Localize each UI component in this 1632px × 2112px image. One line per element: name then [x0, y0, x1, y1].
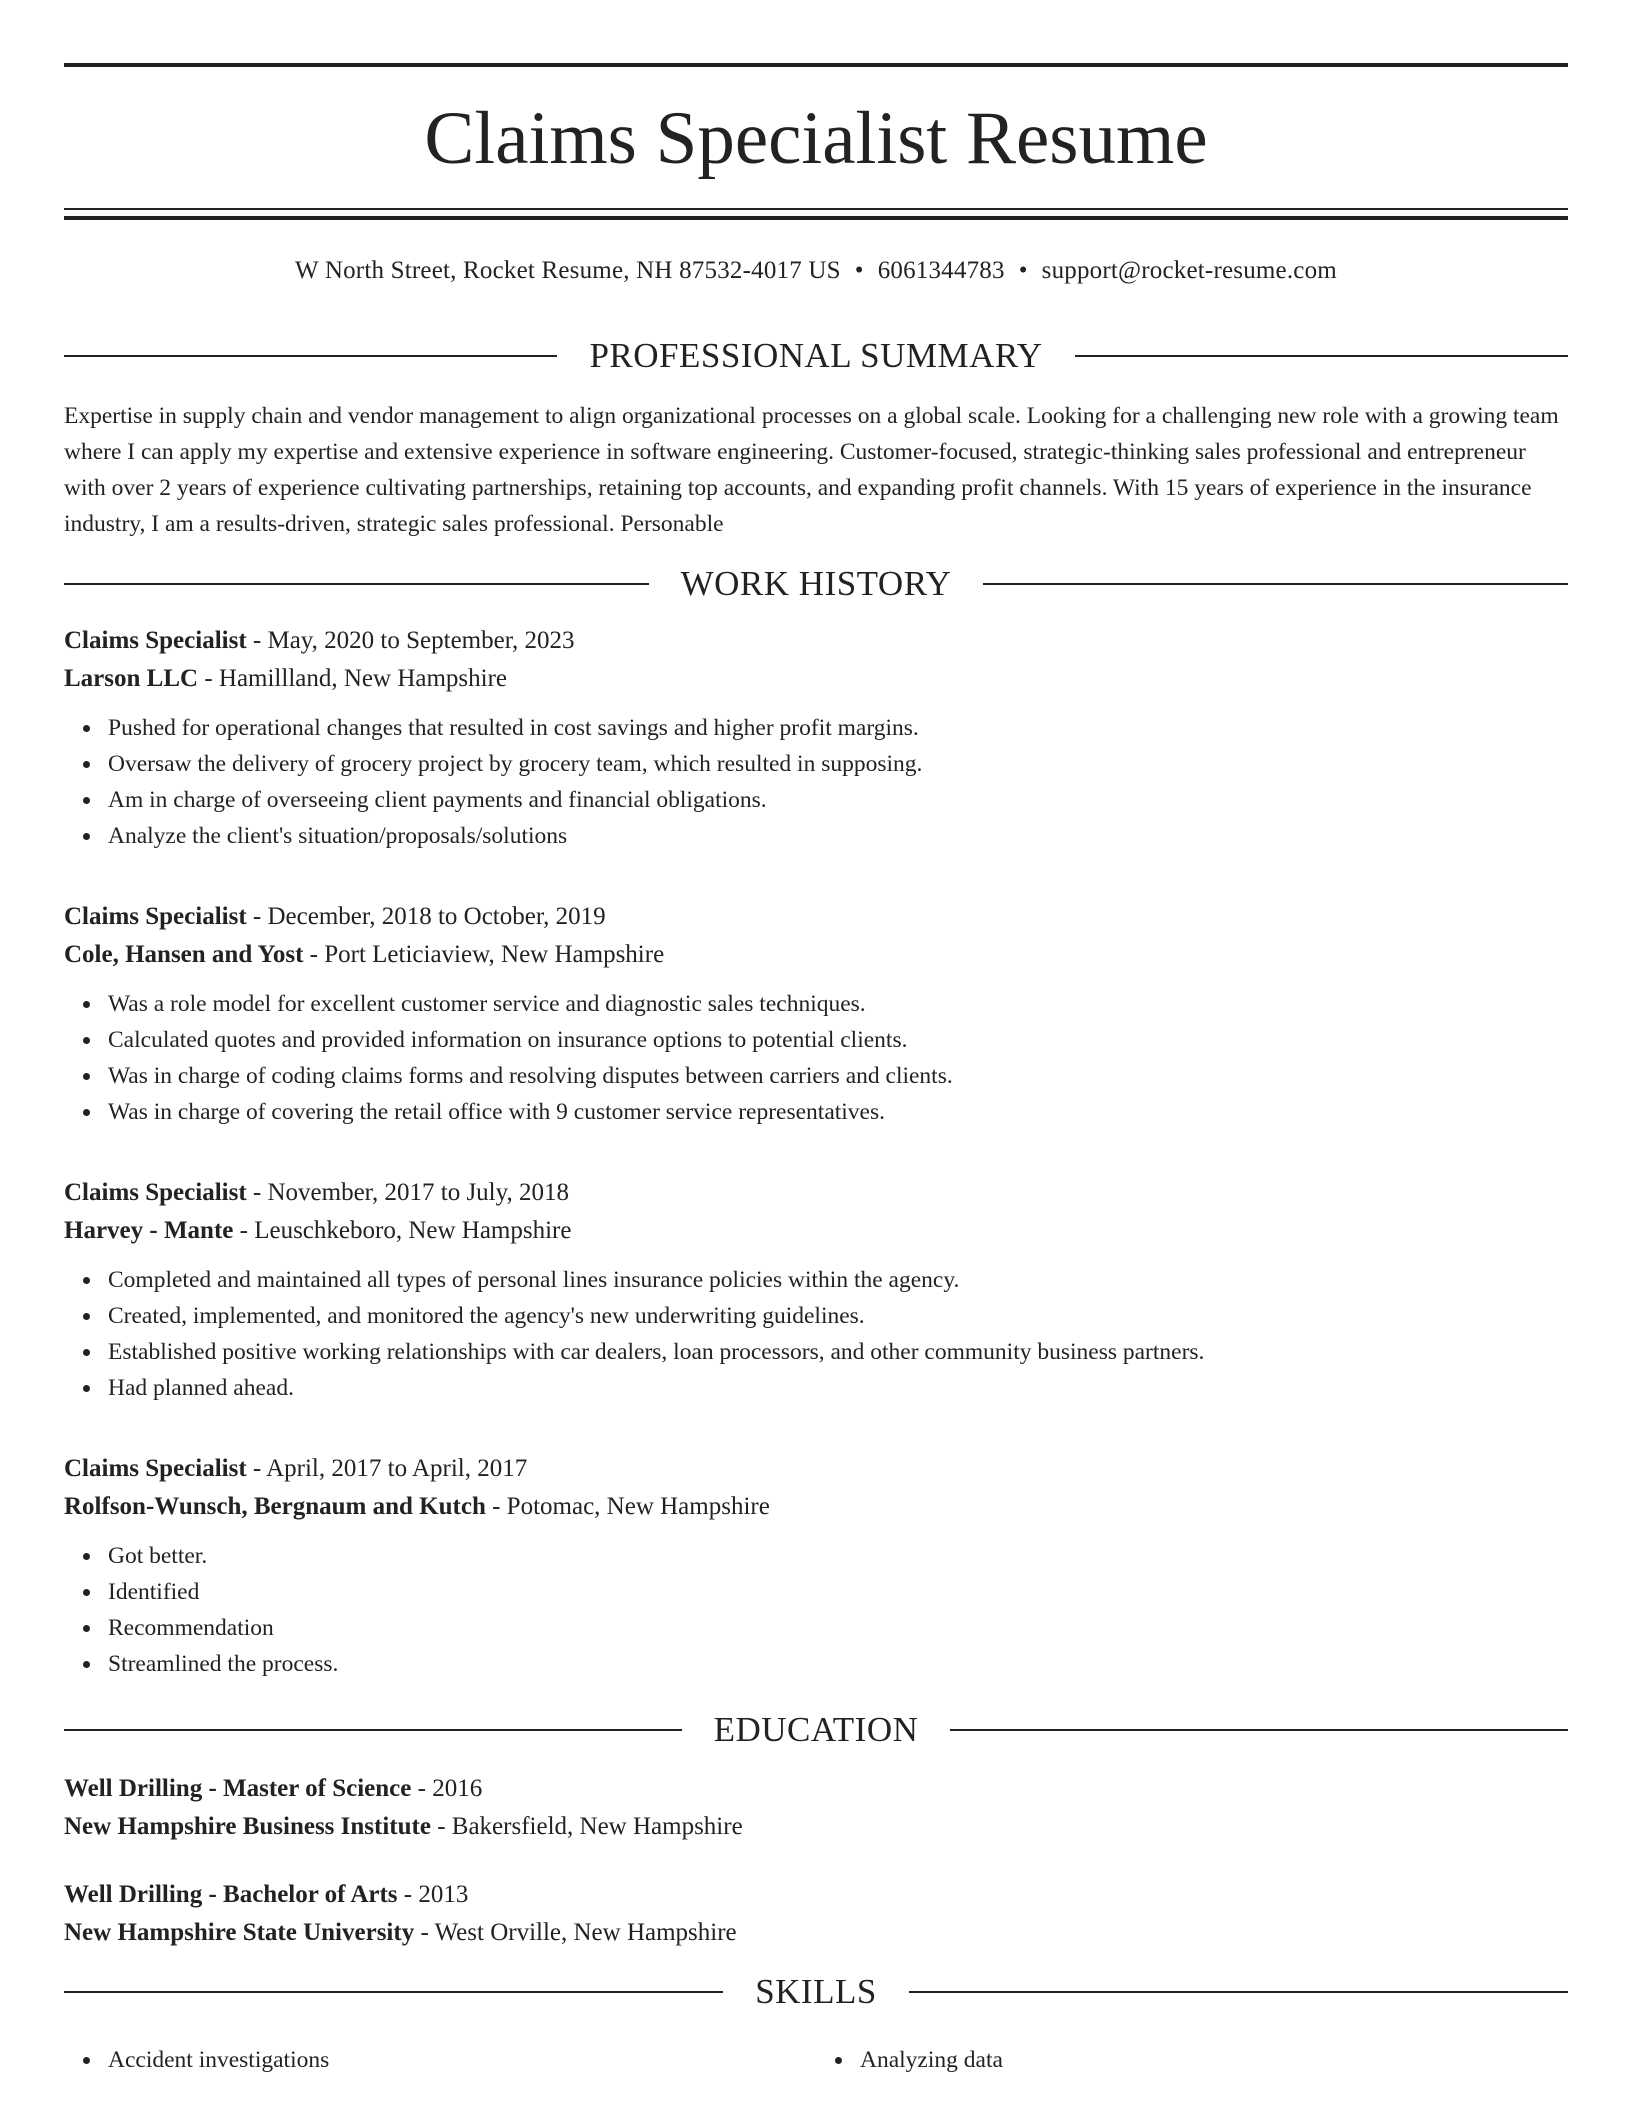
list-item: Recommendation	[108, 1610, 1568, 1646]
job-entry	[64, 622, 1568, 854]
job-bullets	[64, 710, 1568, 854]
contact-separator: •	[854, 257, 864, 284]
header-bottom-rule	[64, 208, 1568, 210]
job-dates: - November, 2017 to July, 2018	[246, 1179, 569, 1206]
list-item: Got better.	[108, 1538, 1568, 1574]
heading-rule-right	[909, 1991, 1568, 1993]
list-item: Streamlined the process.	[108, 1646, 1568, 1682]
resume-content	[64, 330, 1568, 2078]
heading-rule-left	[64, 1991, 723, 1993]
skills-column-right	[816, 2042, 1568, 2078]
list-item: Was a role model for excellent customer service and diagnostic sales techniques.	[108, 986, 1568, 1022]
edu-degree: Well Drilling - Master of Science	[64, 1775, 412, 1802]
section-title: EDUCATION	[713, 1710, 919, 1749]
job-company: Harvey - Mante	[64, 1217, 234, 1244]
job-dates: - December, 2018 to October, 2019	[246, 903, 606, 930]
section-title: SKILLS	[755, 1972, 877, 2011]
heading-rule-right	[950, 1729, 1568, 1731]
heading-rule-left	[64, 355, 557, 357]
edu-degree: Well Drilling - Bachelor of Arts	[64, 1881, 398, 1908]
job-entry	[64, 898, 1568, 1130]
contact-address: W North Street, Rocket Resume, NH 87532-4017 US	[295, 257, 841, 284]
list-item: Established positive working relationships with car dealers, loan processors, and other community business partners.	[108, 1334, 1568, 1370]
job-location: - Potomac, New Hampshire	[485, 1493, 770, 1520]
list-item: Analyze the client's situation/proposals/solutions	[108, 818, 1568, 854]
section-heading-skills	[64, 1966, 1568, 2018]
job-company: Larson LLC	[64, 665, 199, 692]
job-entry	[64, 1450, 1568, 1682]
list-item: Am in charge of overseeing client payments and financial obligations.	[108, 782, 1568, 818]
edu-location: - West Orville, New Hampshire	[414, 1919, 737, 1946]
heading-rule-left	[64, 583, 649, 585]
heading-rule-left	[64, 1729, 682, 1731]
header-top-rule	[64, 63, 1568, 67]
list-item: Identified	[108, 1574, 1568, 1610]
job-location: - Leuschkeboro, New Hampshire	[233, 1217, 572, 1244]
edu-school: New Hampshire State University	[64, 1919, 415, 1946]
job-entry	[64, 1174, 1568, 1406]
list-item: Was in charge of coding claims forms and resolving disputes between carriers and clients.	[108, 1058, 1568, 1094]
skill-item: Accident investigations	[108, 2042, 816, 2078]
job-title: Claims Specialist	[64, 1455, 247, 1482]
section-heading-summary	[64, 330, 1568, 382]
job-title: Claims Specialist	[64, 627, 247, 654]
job-title: Claims Specialist	[64, 1179, 247, 1206]
job-bullets	[64, 1538, 1568, 1682]
list-item: Created, implemented, and monitored the agency's new underwriting guidelines.	[108, 1298, 1568, 1334]
skills-column-left	[64, 2042, 816, 2078]
job-dates: - May, 2020 to September, 2023	[246, 627, 575, 654]
list-item: Completed and maintained all types of personal lines insurance policies within the agency.	[108, 1262, 1568, 1298]
section-heading-work	[64, 558, 1568, 610]
edu-year: - 2013	[397, 1881, 469, 1908]
education-entry	[64, 1770, 1568, 1846]
heading-rule-right	[983, 583, 1568, 585]
contact-email: support@rocket-resume.com	[1041, 257, 1337, 284]
job-location: - Hamillland, New Hampshire	[198, 665, 508, 692]
contact-separator: •	[1018, 257, 1028, 284]
job-bullets	[64, 986, 1568, 1130]
job-bullets	[64, 1262, 1568, 1406]
page-title: Claims Specialist Resume	[424, 97, 1208, 180]
list-item: Calculated quotes and provided information on insurance options to potential clients.	[108, 1022, 1568, 1058]
heading-rule-right	[1075, 355, 1568, 357]
education-entry	[64, 1876, 1568, 1952]
job-title: Claims Specialist	[64, 903, 247, 930]
list-item: Had planned ahead.	[108, 1370, 1568, 1406]
section-title: PROFESSIONAL SUMMARY	[589, 336, 1043, 375]
job-location: - Port Leticiaview, New Hampshire	[303, 941, 665, 968]
list-item: Pushed for operational changes that resulted in cost savings and higher profit margins.	[108, 710, 1568, 746]
contact-line	[64, 254, 1568, 288]
list-item: Was in charge of covering the retail office with 9 customer service representatives.	[108, 1094, 1568, 1130]
contact-phone: 6061344783	[877, 257, 1005, 284]
job-company: Rolfson-Wunsch, Bergnaum and Kutch	[64, 1493, 486, 1520]
section-title: WORK HISTORY	[680, 564, 952, 603]
section-heading-education	[64, 1704, 1568, 1756]
edu-school: New Hampshire Business Institute	[64, 1813, 431, 1840]
list-item: Oversaw the delivery of grocery project by grocery team, which resulted in supposing.	[108, 746, 1568, 782]
edu-year: - 2016	[411, 1775, 483, 1802]
job-company: Cole, Hansen and Yost	[64, 941, 304, 968]
header-bottom-rule-thick	[64, 216, 1568, 220]
edu-location: - Bakersfield, New Hampshire	[430, 1813, 743, 1840]
skill-item: Analyzing data	[860, 2042, 1568, 2078]
job-dates: - April, 2017 to April, 2017	[246, 1455, 528, 1482]
summary-text: Expertise in supply chain and vendor management to align organizational processes on a global scale. Looking for a challenging new role with a growing team where I can apply my expertise and extensive experience in software engineering. Customer-focused, strategic-thinking sales professional and entrepreneur with over 2 years of experience cultivating partnerships, retaining top accounts, and expanding profit channels. With 15 years of experience in the insurance industry, I am a results-driven, strategic sales professional. Personable	[64, 403, 1559, 537]
skills-grid	[64, 2030, 1568, 2078]
